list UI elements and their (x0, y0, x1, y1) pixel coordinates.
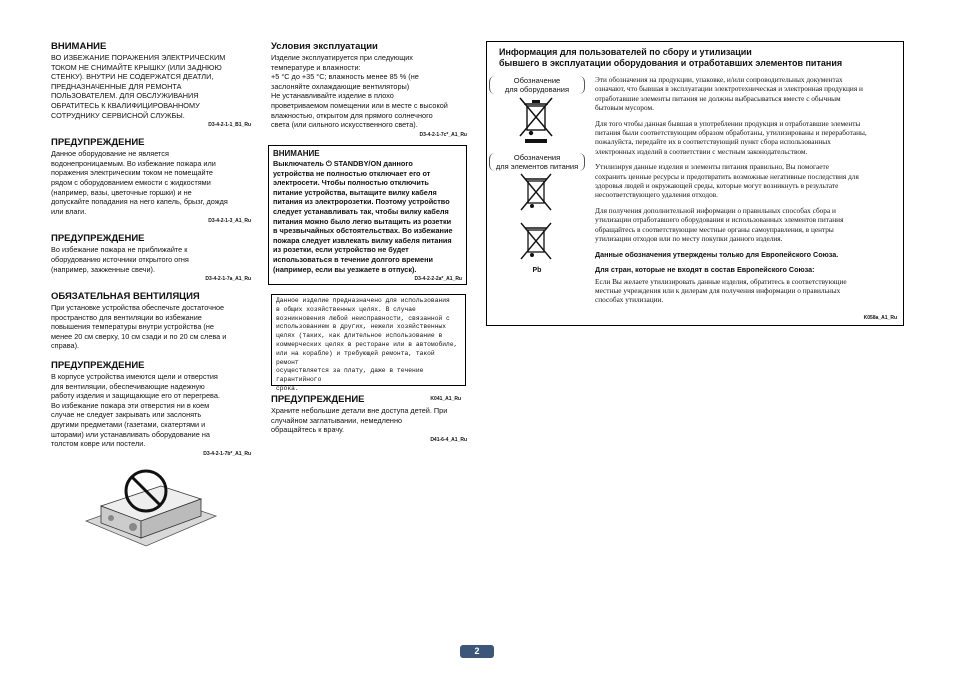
operating-conditions-title: Условия эксплуатации (271, 41, 378, 52)
receiver-on-carpet-illustration (81, 466, 251, 561)
warning-fire-title: ПРЕДУПРЕЖДЕНИЕ (51, 233, 145, 245)
household-use-code: K041_A1_Ru (430, 395, 461, 402)
left-column (51, 41, 251, 561)
caution-title: ВНИМАНИЕ (51, 41, 107, 52)
household-use-text: Данное изделие предназначено для использования в общих хозяйственных целях. В случае возникновения любой неисправности, связанной с использованием в других, нежели хозяйственных целях (таких, как длительное использование в коммерческих целях в ресторане или в автомобиле, или на корабле) и требующей ремонта, такой ремонт осуществляется за плату, даже в течение гарантийного срока. (276, 297, 458, 392)
operating-conditions-block (271, 41, 467, 138)
warning-vents-title: ПРЕДУПРЕЖДЕНИЕ (51, 360, 145, 372)
operating-conditions-code: D3-4-2-1-7c*_A1_Ru (419, 131, 467, 138)
info-paragraph-2: Для того чтобы данная бывшая в употреблении продукция и отработавшие элементы питания были соответствующим образом обработаны, утилизированы и переработаны, пожалуйста, передайте их в соответствующий пункт сбора использованных электронных изделий в соответствии с местным законодательством. (595, 118, 867, 156)
page-number: 2 (460, 645, 494, 658)
warning-vents-text: В корпусе устройства имеются щели и отверстия для вентиляции, обеспечивающие надежную работу изделия и защищающие его от перегрева. Во избежание пожара эти отверстия ни в коем случае не следует закрывать или заслонять другими предметами (газетами, скатертями и шторами) или устанавливать оборудование на толстом ковре или постели. (51, 372, 220, 449)
standby-caution-box (268, 145, 467, 285)
middle-column (271, 41, 467, 147)
disposal-info-box (486, 41, 904, 326)
warning-water-block (51, 137, 251, 224)
standby-caution-text: Выключатель ⏻ STANDBY/ON данного устройства не полностью отключает его от электросети. Чтобы полностью отключить питание устройства, вытащите вилку кабеля питания из электророзетки. Поэтому устройство следует устанавливать так, чтобы вилку кабеля питания можно было легко вытащить из розетки в чрезвычайных обстоятельствах. Во избежание пожара следует извлекать вилку кабеля питания из розетки, если устройство не будет использоваться в течение долгого времени (например, если вы уезжаете в отпуск). (273, 159, 453, 274)
warning-water-text: Данное оборудование не является водонепроницаемым. Во избежание пожара или поражения электрическим током не помещайте рядом с оборудованием емкости с жидкостями (например, вазы, цветочные горшки) и не допускайте попадания на него капель, брызг, дождя или влаги. (51, 149, 228, 216)
small-parts-title: ПРЕДУПРЕЖДЕНИЕ (271, 394, 365, 405)
operating-conditions-text: Изделие эксплуатируется при следующих температуре и влажности: +5 °C до +35 °C; влажность менее 85 % (не заслоняйте охлаждающие вентиляторы) Не устанавливайте изделие в плохо проветриваемом помещении или в месте с высокой влажностью, открытом для прямого солнечного света (или сильного искусственного света). (271, 53, 448, 130)
standby-caution-code: D3-4-2-2-2a*_A1_Ru (414, 276, 462, 283)
info-non-eu-heading: Для стран, которые не входят в состав Европейского Союза: (595, 264, 815, 274)
caution-text: ВО ИЗБЕЖАНИЕ ПОРАЖЕНИЯ ЭЛЕКТРИЧЕСКИМ ТОКОМ НЕ СНИМАЙТЕ КРЫШКУ (ИЛИ ЗАДНЮЮ СТЕНКУ). ВНУТРИ НЕ СОДЕРЖАТСЯ ДЕАТЛИ, ПРЕДНАЗНАЧЕННЫЕ ДЛЯ РЕМОНТА ПОЛЬЗОВАТЕЛЕМ. ДЛЯ ОБСЛУЖИВАНИЯ ОБРАТИТЕСЬ К КВАЛИФИЦИРОВАННОМУ СОТРУДНИКУ СЕРВИСНОЙ СЛУЖБЫ. (51, 53, 226, 120)
disposal-info-title: Информация для пользователей по сбору и утилизации бывшего в эксплуатации оборудования и отработавших элементов питания (499, 47, 843, 68)
pb-label: Pb (532, 267, 542, 274)
warning-fire-text: Во избежание пожара не приближайте к оборудованию источники открытого огня (например, зажженные свечи). (51, 245, 189, 274)
warning-water-code: D3-4-2-1-3_A1_Ru (208, 218, 251, 225)
disposal-info-text (595, 75, 900, 311)
crossed-bin-icon (489, 94, 585, 144)
disposal-info-code: K058a_A1_Ru (863, 315, 897, 321)
standby-caution-title: ВНИМАНИЕ (273, 149, 320, 158)
info-paragraph-4: Для получения дополнительной информации о правильных способах сбора и утилизации отработавшего оборудования и использованных элементов питания обращайтесь в соответствующие местные органы самоуправления, в центры утилизации отходов или по месту покупки данного изделия. (595, 205, 844, 244)
warning-vents-code: D3-4-2-1-7b*_A1_Ru (203, 450, 251, 457)
warning-fire-code: D3-4-2-1-7a_A1_Ru (205, 276, 251, 283)
warning-vents-block (51, 360, 251, 457)
warning-fire-block (51, 233, 251, 282)
small-parts-text: Храните небольшие детали вне доступа детей. При случайном заглатывании, немедленно обращайтесь к врачу. (271, 406, 448, 435)
info-paragraph-7: Если Вы желаете утилизировать данные изделия, обратитесь в соответствующие местные учреждения или к дилерам для получения информации о правильных способах утилизации. (595, 276, 847, 305)
ventilation-text: При установке устройства обеспечьте достаточное пространство для вентиляции во избежание повышения температуры внутри устройства (не менее 20 см сверху, 10 см сзади и по 20 см слева и справа). (51, 303, 227, 351)
equipment-symbol-group (489, 76, 585, 149)
ventilation-title: ОБЯЗАТЕЛЬНАЯ ВЕНТИЛЯЦИЯ (51, 291, 200, 303)
info-paragraph-1: Эти обозначения на продукции, упаковке, и/или сопроводительных документах означают, что бывшая в эксплуатации электротехническая и электронная продукция и отработавшие элементы питания не должны выбрасываться вместе с обычным бытовым мусором. (595, 75, 863, 113)
info-paragraph-3: Утилизируя данные изделия и элементы питания правильно, Вы помогаете сохранить ценные ресурсы и предотвратить возможные негативные последствия для здоровья людей и окружающей среды, которые могут возникнуть в результате несоответствующего удаления отходов. (595, 162, 859, 200)
caution-block (51, 41, 251, 128)
equipment-symbol-label: Обозначение для оборудования (489, 76, 585, 94)
warning-water-title: ПРЕДУПРЕЖДЕНИЕ (51, 137, 145, 149)
ventilation-block (51, 291, 251, 351)
battery-symbol-group (489, 153, 585, 274)
small-parts-block (271, 394, 467, 443)
info-eu-note: Данные обозначения утверждены только для Европейского Союза. (595, 249, 839, 259)
crossed-bin-battery-icon (489, 171, 585, 215)
caution-code: D3-4-2-1-1_B1_Ru (208, 122, 251, 129)
battery-symbol-label: Обозначения для элементов питания (489, 153, 585, 171)
crossed-bin-pb-icon (489, 220, 585, 264)
small-parts-code: D41-6-4_A1_Ru (430, 436, 467, 443)
